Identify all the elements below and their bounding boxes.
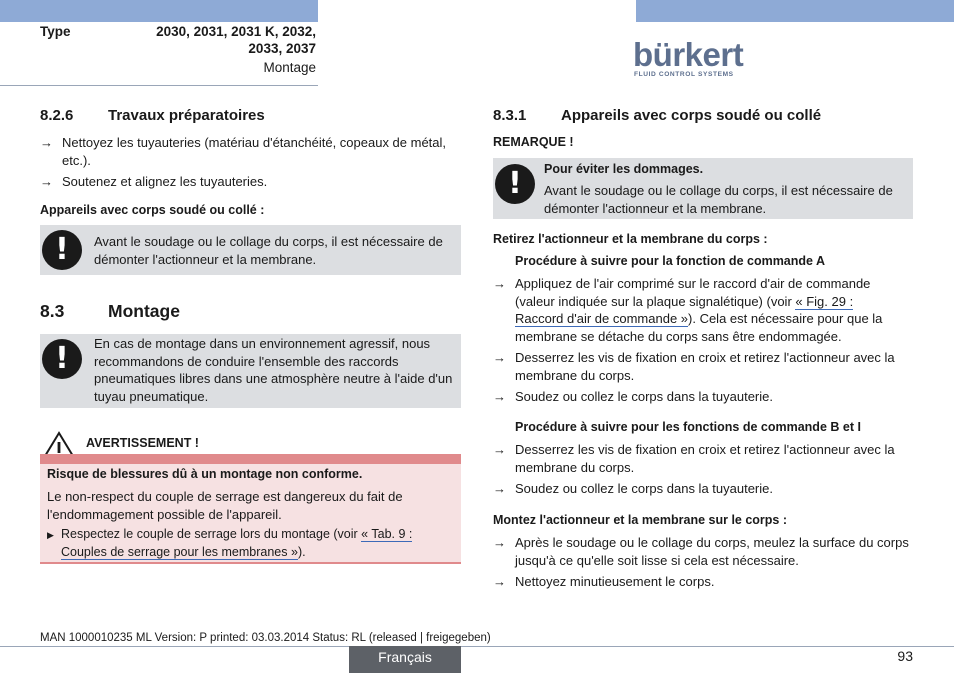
arrow-icon: → — [493, 481, 506, 496]
section-title: Travaux préparatoires — [108, 107, 265, 124]
logo-wordmark: bürkert — [633, 36, 744, 73]
section-831-heading — [493, 107, 821, 124]
warning-subtitle: Risque de blessures dû à un montage non conforme. — [47, 467, 363, 481]
exclamation-icon: ! — [42, 230, 82, 270]
section-number: 8.3 — [40, 301, 65, 321]
procedure-bi-title: Procédure à suivre pour les fonctions de commande B et I — [515, 420, 861, 434]
fig29-link[interactable]: « Fig. 29 : — [795, 293, 854, 309]
section-title: Appareils avec corps soudé ou collé — [561, 107, 822, 124]
arrow-icon: → — [493, 389, 506, 404]
section-number: 8.2.6 — [40, 107, 74, 124]
language-tab: Français — [349, 646, 461, 673]
section-number: 8.3.1 — [493, 107, 527, 124]
section-title: Montage — [108, 301, 180, 321]
procedure-a-title: Procédure à suivre pour la fonction de commande A — [515, 254, 826, 268]
arrow-icon: → — [493, 574, 506, 589]
header-rule — [0, 85, 318, 86]
logo-subtitle: FLUID CONTROL SYSTEMS — [634, 71, 734, 78]
tab9-link-continued[interactable]: Couples de serrage pour les membranes » — [61, 544, 298, 559]
type-label: Type — [40, 24, 71, 39]
note-title: Pour éviter les dommages. — [544, 162, 704, 176]
fig29-link-continued[interactable]: Raccord d'air de commande » — [515, 311, 689, 326]
warning-bar — [40, 454, 461, 464]
section-83-heading — [40, 301, 180, 322]
exclamation-icon: ! — [42, 339, 82, 379]
arrow-icon: → — [40, 135, 53, 150]
remove-label: Retirez l'actionneur et la membrane du corps : — [493, 232, 768, 246]
list-item: → Desserrez les vis de fixation en croix et retirez l'actionneur avec la membrane du corps. — [493, 350, 895, 383]
exclamation-icon: ! — [495, 164, 535, 204]
note-box — [493, 158, 913, 219]
note-box — [40, 225, 461, 275]
warning-title: AVERTISSEMENT ! — [86, 436, 199, 450]
page-number: 93 — [897, 648, 913, 664]
note-box — [40, 334, 461, 408]
type-models-line2: 2033, 2037 — [248, 41, 316, 56]
arrow-icon: → — [493, 442, 506, 457]
remark-label: REMARQUE ! — [493, 135, 574, 149]
arrow-icon: → — [40, 174, 53, 189]
section-name: Montage — [263, 60, 316, 75]
tab9-link[interactable]: « Tab. 9 : — [361, 527, 413, 541]
list-item: → Après le soudage ou le collage du corps, meulez la surface du corps jusqu'à ce qu'elle soit lisse si cela est nécessaire. — [493, 535, 909, 568]
triangle-bullet-icon: ▶ — [47, 530, 54, 540]
note-text: Avant le soudage ou le collage du corps, il est nécessaire de démonter l'actionneur et la membrane. — [94, 234, 443, 267]
list-item: → Nettoyez les tuyauteries (matériau d'étanchéité, copeaux de métal, etc.). — [40, 135, 447, 168]
arrow-icon: → — [493, 350, 506, 365]
document-id-line: MAN 1000010235 ML Version: P printed: 03.03.2014 Status: RL (released | freigegeben) — [40, 632, 491, 644]
note-text: Avant le soudage ou le collage du corps, il est nécessaire de démonter l'actionneur et la membrane. — [544, 183, 893, 216]
footer-rule — [0, 646, 954, 647]
mount-label: Montez l'actionneur et la membrane sur le corps : — [493, 513, 788, 527]
welded-label: Appareils avec corps soudé ou collé : — [40, 203, 265, 217]
type-models-line1: 2030, 2031, 2031 K, 2032, — [156, 24, 316, 39]
list-item: → Nettoyez minutieusement le corps. — [493, 574, 715, 589]
list-item: → Soudez ou collez le corps dans la tuyauterie. — [493, 389, 773, 404]
header-bar-right — [636, 0, 954, 22]
header-bar-left — [0, 0, 318, 22]
warning-text: Le non-respect du couple de serrage est dangereux du fait de l'endommagement possible de l'appareil. — [47, 489, 403, 522]
list-item: → Soudez ou collez le corps dans la tuyauterie. — [493, 481, 773, 496]
arrow-icon: → — [493, 535, 506, 550]
arrow-icon: → — [493, 276, 506, 291]
list-item: → Desserrez les vis de fixation en croix et retirez l'actionneur avec la membrane du corps. — [493, 442, 895, 475]
note-text: En cas de montage dans un environnement agressif, nous recommandons de conduire l'ensemble des raccords pneumatiques libres dans une atmosphère neutre à l'aide d'un tuyau pneumatique. — [94, 336, 453, 404]
list-item: → Soutenez et alignez les tuyauteries. — [40, 174, 268, 189]
list-item: → Appliquez de l'air comprimé sur le raccord d'air de commande (valeur indiquée sur la plaque signalétique) (voir « Fig. 29 : Raccord d'air de commande »). Cela est nécessaire pour que la membrane se détache du corps sans être endommagée. — [493, 276, 883, 344]
burkert-logo — [633, 36, 744, 78]
warning-header — [40, 429, 461, 457]
section-826-heading — [40, 107, 265, 124]
warning-body — [40, 464, 461, 564]
warning-bullet: ▶ Respectez le couple de serrage lors du montage (voir « Tab. 9 : Couples de serrage pour les membranes »). — [47, 527, 413, 559]
